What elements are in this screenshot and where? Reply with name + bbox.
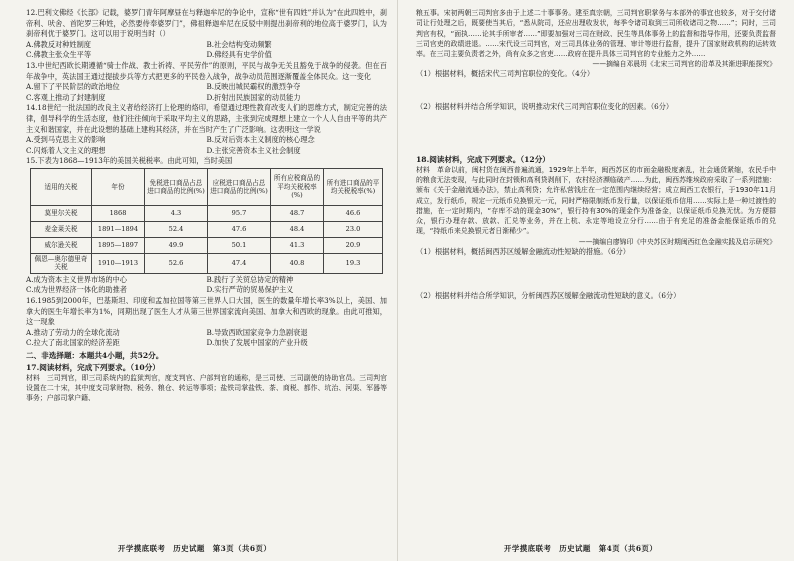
question-13 [26, 61, 387, 103]
q12-stem: 12.巴利文佛经《长部》记载，婆罗门青年阿摩昼在与释迦牟尼的争论中，宣称“世有四姓”并认为“在此四姓中，刹帝利、吠舍、首陀罗三种姓，必然要侍奉婆罗门”，佛祖释迦牟尼在反驳中则提出刹帝利的地位高于婆罗门，认为刹帝利优于婆罗门。这可以用于说明当时（） [26, 8, 387, 39]
q16-option-d: D.加快了发展中国家的产业升级 [206, 338, 308, 348]
table-cell: 48.4 [271, 221, 324, 237]
th-free-share: 免税进口商品占总进口商品的比例(%) [145, 168, 208, 205]
table-cell: 40.8 [271, 253, 324, 273]
q18-1-answer-space[interactable] [416, 257, 776, 291]
page-4 [397, 0, 794, 561]
q17-title: 17.阅读材料，完成下列要求。（10分） [26, 362, 160, 372]
q18-part-1: （1）根据材料，概括闽西苏区缓解金融流动性短缺的措施。（6分） [416, 246, 630, 256]
table-row [31, 221, 383, 237]
table-cell: 19.3 [324, 253, 383, 273]
table-cell: 52.4 [145, 221, 208, 237]
table-cell: 1910—1913 [92, 253, 145, 273]
q12-option-a: A.佛教反对种姓制度 [26, 39, 91, 49]
table-cell: 1868 [92, 205, 145, 221]
q13-stem: 13.中世纪西欧长期遵循“骑士作战、教士祈祷、平民劳作”的原则，平民与战争无关且豁免于战争的侵袭。但在百年战争中，英法国王通过提拔步兵等方式把更多的平民卷入战争，战争动员范围逐渐覆盖全体民众。这一变化 [26, 60, 387, 81]
right-column [416, 8, 776, 302]
q16-option-a: A.推动了劳动力的全球化流动 [26, 327, 120, 337]
q13-option-c: C.客观上推动了封建制度 [26, 92, 106, 102]
q15-stem: 15.下表为1868—1913年的美国关税税率。由此可知，当时美国 [26, 156, 233, 166]
th-all-rate: 所有进口商品的平均关税税率(%) [324, 168, 383, 205]
q12-option-c: C.佛教主张众生平等 [26, 50, 92, 60]
table-cell: 麦金莱关税 [31, 221, 92, 237]
q17-part-2: （2）根据材料并结合所学知识，说明推动宋代三司判官职位变化的因素。（6分） [416, 102, 674, 112]
table-cell: 50.1 [208, 237, 271, 253]
q14-option-d: D.主张完善资本主义社会制度 [206, 145, 301, 155]
table-cell: 47.6 [208, 221, 271, 237]
table-cell: 52.6 [145, 253, 208, 273]
table-cell: 20.9 [324, 237, 383, 253]
q13-option-b: B.反映出城民霸权的激烈争夺 [206, 82, 301, 92]
th-year: 年份 [92, 168, 145, 205]
q15-option-a: A.成为资本主义世界市场的中心 [26, 274, 127, 284]
question-12 [26, 8, 387, 61]
question-15 [26, 156, 387, 296]
tariff-table [30, 168, 383, 274]
q14-option-a: A.受到马克思主义的影响 [26, 135, 106, 145]
q14-option-b: B.反对后资本主义制度的核心理念 [206, 135, 315, 145]
q17-material: 材料 三司判官，即三司系统内的监狱判官，度支判官、户部判官的通称，是三司使、三司副使的协助官员。三司判官设置在二十宋，其中度支司掌财物、税务、粮仓、转运等事项；盐铁司掌盐铁、茶、商税、都作、坑治、河渠、军器等事务；户部司掌户籍、 [26, 373, 387, 403]
q17-1-answer-space[interactable] [416, 80, 776, 102]
tariff-table-header [31, 168, 383, 205]
q18-part-2: （2）根据材料并结合所学知识，分析闽西苏区缓解金融流动性短缺的意义。（6分） [416, 291, 681, 301]
q16-option-c: C.拉大了南北国家的经济差距 [26, 338, 120, 348]
q18-source: ——摘编自廖锦印《中央苏区时期闽西红色金融实践及启示研究》 [578, 237, 776, 246]
page-4-footer: 开学摸底联考 历史试题 第4页（共6页） [504, 544, 658, 553]
th-tariff: 适用的关税 [31, 168, 92, 205]
table-cell: 莫里尔关税 [31, 205, 92, 221]
table-row [31, 237, 383, 253]
table-cell: 1895—1897 [92, 237, 145, 253]
q14-option-c: C.闪烁着人文主义的理想 [26, 145, 106, 155]
page-3-footer: 开学摸底联考 历史试题 第3页（共6页） [118, 544, 272, 553]
th-dutiable-rate: 所有应税商品的平均关税税率(%) [271, 168, 324, 205]
table-cell: 48.7 [271, 205, 324, 221]
question-16 [26, 296, 387, 349]
q16-stem: 16.1985到2000年，巴基斯坦、印度和孟加拉国等第三世界人口大国，医生的数量年增长率3%以上，美国、加拿大的医生年增长率为1%，同期出现了医生人才从第三世界国家流向美国、加拿大和西欧的现象。由此可推知，这一现象 [26, 295, 387, 327]
left-column [26, 8, 387, 404]
table-cell: 95.7 [208, 205, 271, 221]
table-cell: 佩恩—奥尔德里奇关税 [31, 253, 92, 273]
q16-option-b: B.导致西欧国家竞争力急剧衰退 [206, 327, 308, 337]
q15-option-d: D.实行严苛的贸易保护主义 [206, 285, 294, 295]
q12-option-d: D.佛经具有史学价值 [206, 50, 272, 60]
table-row [31, 205, 383, 221]
table-cell: 威尔逊关税 [31, 237, 92, 253]
th-dutiable-share: 应税进口商品占总进口商品的比例(%) [208, 168, 271, 205]
table-cell: 23.0 [324, 221, 383, 237]
q13-option-d: D.折射出民族国家的动员能力 [206, 92, 301, 102]
table-cell: 47.4 [208, 253, 271, 273]
table-row [31, 253, 383, 273]
q12-option-b: B.社会结构变动频繁 [206, 39, 272, 49]
table-cell: 41.3 [271, 237, 324, 253]
q17-2-answer-space[interactable] [416, 113, 776, 153]
section-2-heading: 二、非选择题：本题共4小题，共52分。 [26, 350, 164, 360]
q13-option-a: A.留下了平民阶层的政治地位 [26, 82, 120, 92]
question-14 [26, 103, 387, 156]
q15-option-b: B.践行了关贸总协定的精神 [206, 274, 294, 284]
table-cell: 4.3 [145, 205, 208, 221]
q14-stem: 14.18世纪一批法国的改良主义者给经济打上伦理的烙印，希望通过理性教育改变人们的思维方式，制定完善的法律，倡导科学的生活态度，他们往往倾向于采取平均主义的思路，主张到完成理想上建立一个人人自由平等的共产主义和谐国家，并在此设想的基础上建构其经济，并在当时产生了广泛影响。这表明这一学说 [26, 103, 387, 134]
q15-option-c: C.成为世界经济一体化的助推者 [26, 285, 127, 295]
q17-source: ——摘编自邓晨玥《北宋三司判官的沿革及其渐进职能探究》 [592, 60, 776, 69]
q17-part-1: （1）根据材料，概括宋代三司判官职位的变化。（4分） [416, 69, 595, 79]
table-cell: 1891—1894 [92, 221, 145, 237]
q17-material-continued: 粮五事。宋初两朝三司判官多由于上述二十事事务。建至真宗朝，三司判官职掌务与本部外的事宜也较多，对于交付诸司让行处理之后，既要使当其后，“悉从院司，还应出理收发状，每季令诸司取到三司所收诸司之物……”；同时，三司判官有权，“面执……论其手所审者……”即要加强对三司在财政、民生等具体事务上的监督和指导作用，还要负责监督三司官吏的政绩进退。……宋代设三司判官，对三司具体业务的管理、审计等进行监督，提升了国家财政机构的运转效率。在三司主要负责者之外，尚有众多之官吏……政府在提升具体三司判官的专业能力之外…… [416, 9, 776, 59]
q18-material: 材料 革命以前，闽村货在闽西普遍流通，1929年上半年，闽西苏区的市面金融极度紊乱，社会通货紧缩，农民手中的粮食无法变现，与此同时在封锁和高利贷剥削下，农村经济濒临破产……为此，闽西苏维埃政府采取了一系列措施：颁布《关于金融流通办法》，禁止高利贷；允许私营钱庄在一定范围内继续经营；成立闽西工农银行，于1930年11月成立，发行纸币，规定一元纸币兑换银元一元，同时严格限制纸币发行量，以保证纸币信用……实际上是一种过渡性的措施，在一定时期内，“存库不动的现金30%”，银行持有30%的现金作为准备金，以保证纸币兑换无忧。为方便群众，银行办理存款、放款、汇兑等业务，并在上杭、永定等地设立分行……由于有充足的准备金能保证纸币的兑现，“持纸币来兑换银元者日渐稀少”。 [416, 165, 776, 236]
table-cell: 49.9 [145, 237, 208, 253]
q18-title: 18.阅读材料，完成下列要求。（12分） [416, 154, 550, 164]
table-cell: 46.6 [324, 205, 383, 221]
